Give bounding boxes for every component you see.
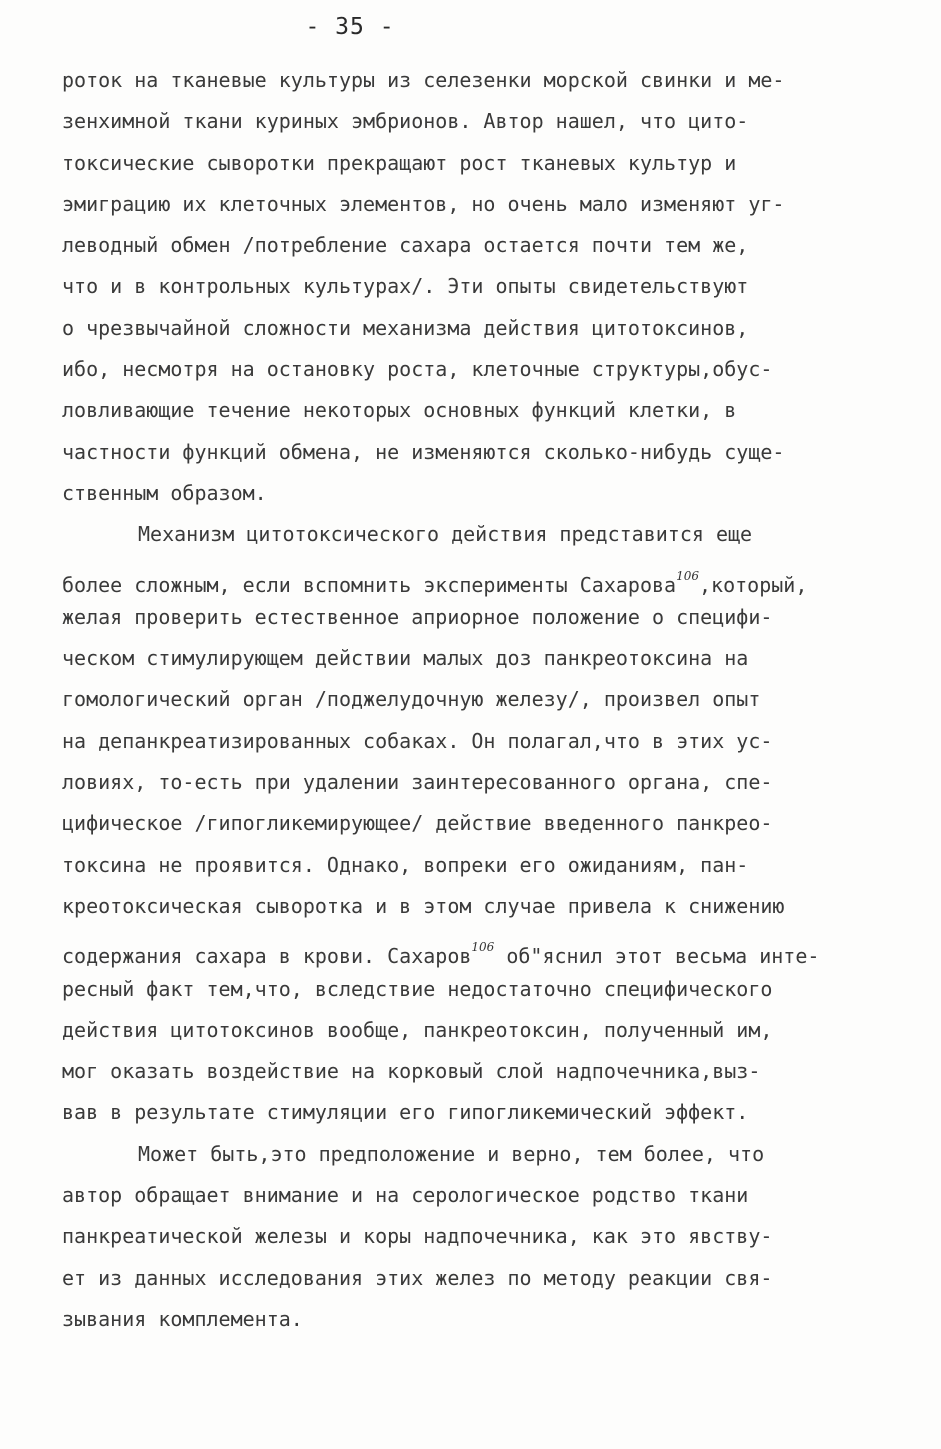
- text-line: мог оказать воздействие на корковый слой надпочечника,выз-: [62, 1059, 761, 1084]
- text-line: о чрезвычайной сложности механизма действия цитотоксинов,: [62, 315, 749, 340]
- text-line: эмиграцию их клеточных элементов, но очень мало изменяют уг-: [62, 191, 785, 216]
- text-line: ловливающие течение некоторых основных функций клетки, в: [62, 398, 737, 423]
- text-line: действия цитотоксинов вообще, панкреотоксин, полученный им,: [62, 1017, 773, 1042]
- text-line: вав в результате стимуляции его гипогликемический эффект.: [62, 1100, 749, 1125]
- text-segment: об"яснил этот весьма инте-: [494, 944, 820, 969]
- text-line: зенхимной ткани куриных эмбрионов. Автор нашел, что цито-: [62, 109, 749, 134]
- text-line: автор обращает внимание и на серологическое родство ткани: [62, 1183, 749, 1208]
- text-line: на депанкреатизированных собаках. Он полагал,что в этих ус-: [62, 728, 773, 753]
- text-line-with-footnote: [62, 556, 877, 597]
- text-line: роток на тканевые культуры из селезенки морской свинки и ме-: [62, 68, 785, 92]
- text-line: леводный обмен /потребление сахара остается почти тем же,: [62, 233, 749, 258]
- text-segment: ,который,: [699, 572, 808, 597]
- text-segment: более сложным, если вспомнить эксперименты Сахарова: [62, 572, 677, 597]
- text-line: Механизм цитотоксического действия представится еще: [138, 522, 753, 547]
- text-line: желая проверить естественное априорное положение о специфи-: [62, 604, 773, 629]
- text-line: креотоксическая сыворотка и в этом случае привела к снижению: [62, 893, 785, 918]
- text-line: ет из данных исследования этих желез по методу реакции свя-: [62, 1265, 773, 1290]
- text-segment: содержания сахара в крови. Сахаров: [62, 944, 472, 969]
- text-line-with-footnote: [62, 927, 877, 968]
- text-line: токсина не проявится. Однако, вопреки его ожиданиям, пан-: [62, 852, 749, 877]
- text-line: ческом стимулирующем действии малых доз панкреотоксина на: [62, 646, 749, 671]
- text-line: ственным образом.: [62, 480, 267, 505]
- text-line: токсические сыворотки прекращают рост тканевых культур и: [62, 150, 737, 175]
- text-line: частности функций обмена, не изменяются сколько-нибудь суще-: [62, 439, 785, 464]
- text-line: гомологический орган /поджелудочную железу/, произвел опыт: [62, 687, 761, 712]
- footnote-ref: 106: [676, 568, 699, 583]
- text-line: Может быть,это предположение и верно, тем более, что: [138, 1141, 765, 1166]
- page-number: - 35 -: [305, 14, 395, 40]
- text-line: ресный факт тем,что, вследствие недостаточно специфического: [62, 976, 773, 1001]
- text-line: цифическое /гипогликемирующее/ действие введенного панкрео-: [62, 811, 773, 836]
- text-line: панкреатической железы и коры надпочечника, как это явству-: [62, 1224, 773, 1249]
- text-line: ловиях, то-есть при удалении заинтересованного органа, спе-: [62, 770, 773, 795]
- text-line: ибо, несмотря на остановку роста, клеточные структуры,обус-: [62, 357, 773, 382]
- text-line: что и в контрольных культурах/. Эти опыты свидетельствуют: [62, 274, 749, 299]
- body-text: [62, 60, 877, 1340]
- text-line: зывания комплемента.: [62, 1306, 303, 1331]
- footnote-ref: 106: [471, 940, 495, 955]
